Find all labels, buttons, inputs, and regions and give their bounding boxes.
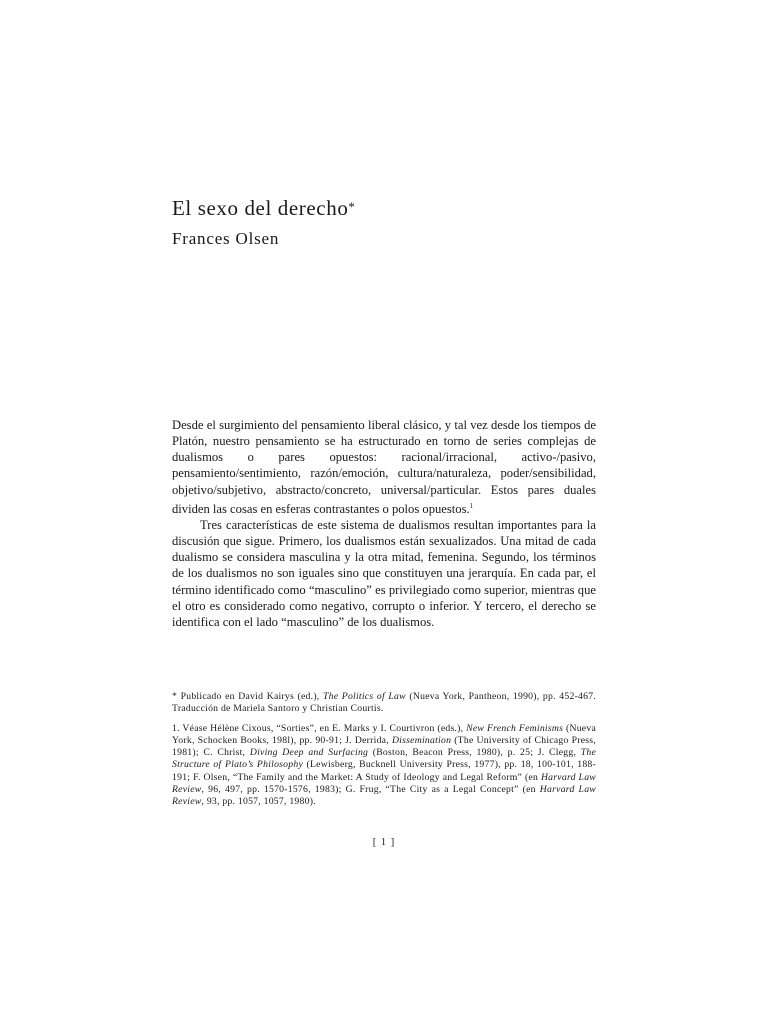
- footnote-1-text: (The University of Chicago Press, 1981); C. Christ,: [172, 735, 596, 759]
- footnote-1-italic: Dissemination: [391, 735, 452, 747]
- body-text: [172, 417, 596, 630]
- footnote-1-text: (Nueva York, Schocken Books, 198l), pp. 90-91; J. Derrida,: [172, 723, 596, 747]
- article-title-text: El sexo del derecho: [172, 196, 349, 220]
- footnote-star-mark: *: [172, 691, 178, 702]
- footnote-star-text: (Nueva York, Pantheon, 1990), pp. 452-467. Traducción de Mariela Santoro y Christian Courtis.: [172, 691, 597, 715]
- page-number: [ 1 ]: [372, 837, 396, 848]
- article-title: [172, 196, 355, 221]
- footnote-star-text: Publicado en David Kairys (ed.),: [180, 691, 323, 702]
- paragraph-1: [172, 417, 596, 517]
- footnote-star: [172, 691, 596, 715]
- footnotes: [172, 691, 596, 808]
- footnote-1-italic: Diving Deep and Surfacing: [249, 747, 369, 759]
- footnote-1-text: Véase Hélène Cixous, “Sorties”, en E. Marks y I. Courtivron (eds.),: [182, 723, 467, 735]
- footnote-1-italic: The Structure of Plato’s Philosophy: [172, 747, 596, 771]
- footnote-star-italic: The Politics of Law: [322, 691, 406, 702]
- title-footnote-mark: *: [348, 199, 355, 214]
- footnote-1-text: (Boston, Beacon Press, 1980), p. 25; J. Clegg,: [368, 747, 581, 759]
- footnote-1-text: , 96, 497, pp. 1570-1576, 1983); G. Frug, “The City as a Legal Concept” (en: [201, 783, 540, 795]
- footnote-1-italic: Harvard Law Review: [172, 771, 596, 795]
- footnote-1-mark: 1.: [172, 723, 180, 735]
- footnote-1-italic: Harvard Law Review: [172, 783, 596, 807]
- footnote-ref-1: 1: [469, 501, 474, 510]
- paragraph-2: Tres características de este sistema de dualismos resultan importantes para la discusión que sigue. Primero, los dualismos están sexualizados. Una mitad de cada dualismo se considera masculina y la otra mitad, femenina. Segundo, los términos de los dualismos no son iguales sino que constituyen una jerarquía. En cada par, el término identificado como “masculino” es privilegiado como superior, mientras que el otro es considerado como negativo, corrupto o inferior. Y tercero, el derecho se identifica con el lado “masculino” de los dualismos.: [172, 517, 596, 629]
- footnote-1-italic: New French Feminisms: [466, 723, 564, 735]
- footnote-1: [172, 723, 596, 808]
- paragraph-1-text: Desde el surgimiento del pensamiento liberal clásico, y tal vez desde los tiempos de Platón, nuestro pensamiento se ha estructurado en torno de series complejas de dualismos o pares opuestos: racional/irracional, activo-/pasivo, pensamiento/sentimiento, razón/emoción, cultura/naturaleza, poder/sensibilidad, objetivo/subjetivo, abstracto/concreto, universal/particular. Estos pares duales dividen las cosas en esferas contrastantes o polos opuestos.: [172, 418, 596, 516]
- footnote-1-text: (Lewisberg, Bucknell University Press, 1977), pp. 18, 100-101, 188-191; F. Olsen, “The Family and the Market: A Study of Ideology and Legal Reform” (en: [172, 759, 596, 783]
- author-name: Frances Olsen: [172, 229, 280, 248]
- footnote-1-text: , 93, pp. 1057, 1057, 1980).: [201, 795, 316, 807]
